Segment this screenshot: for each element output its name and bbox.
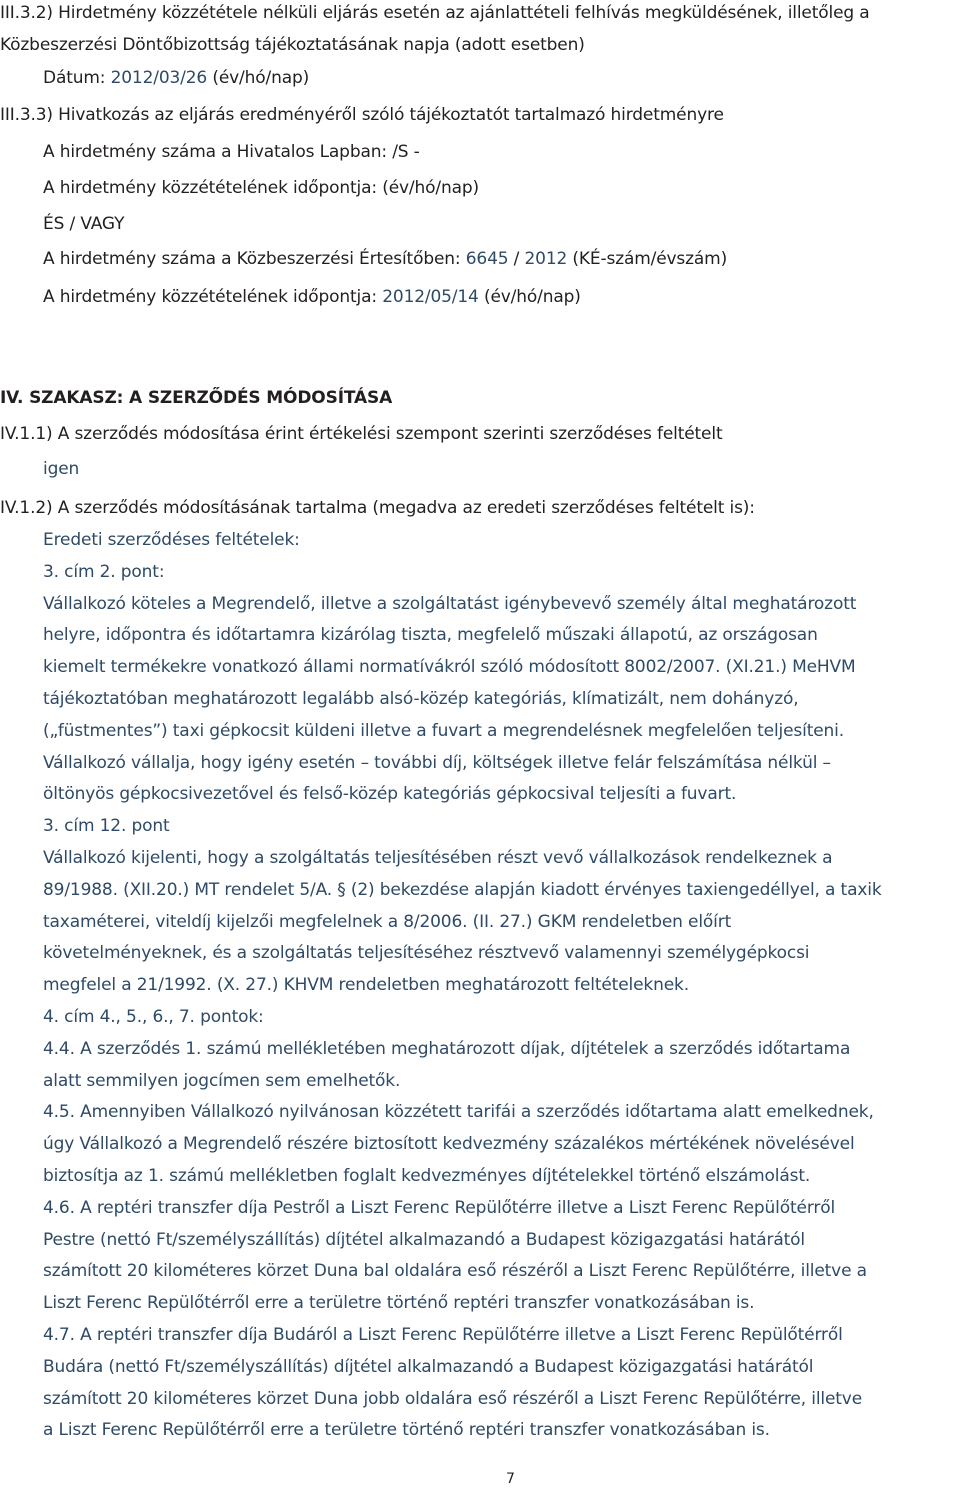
content-line: 4.5. Amennyiben Vállalkozó nyilvánosan közzétett tarifái a szerződés időtartama alatt emelkednek, bbox=[43, 1102, 874, 1122]
publication-date-label: A hirdetmény közzétételének időpontja: bbox=[43, 287, 383, 307]
content-line: („füstmentes”) taxi gépkocsit küldeni illetve a fuvart a megrendelésnek megfelelően teljesíteni. bbox=[43, 721, 844, 741]
content-line: biztosítja az 1. számú mellékletben foglalt kedvezményes díjtételekkel történő elszámolást. bbox=[43, 1166, 811, 1186]
content-line: tájékoztatóban meghatározott legalább alsó-közép kategóriás, klímatizált, nem dohányzó, bbox=[43, 689, 799, 709]
content-line: alatt semmilyen jogcímen sem emelhetők. bbox=[43, 1071, 401, 1091]
ke-number-label: A hirdetmény száma a Közbeszerzési Értesítőben: bbox=[43, 249, 466, 269]
section-4-title: IV. SZAKASZ: A SZERZŐDÉS MÓDOSÍTÁSA bbox=[0, 388, 393, 408]
ke-publication-date-line bbox=[43, 286, 581, 308]
official-journal-number-line: A hirdetmény száma a Hivatalos Lapban: /S - bbox=[43, 142, 420, 162]
content-line: számított 20 kilométeres körzet Duna bal oldalára eső részéről a Liszt Ferenc Repülőtérre, illetve a bbox=[43, 1261, 867, 1281]
content-line: követelményeknek, és a szolgáltatás teljesítéséhez résztvevő valamennyi személygépkocsi bbox=[43, 943, 810, 963]
section-3-3-3-heading: III.3.3) Hivatkozás az eljárás eredményéről szóló tájékoztatót tartalmazó hirdetményre bbox=[0, 105, 724, 125]
content-line: 3. cím 12. pont bbox=[43, 816, 170, 836]
content-line: kiemelt termékekre vonatkozó állami normatívákról szóló módosított 8002/2007. (XI.21.) MeHVM bbox=[43, 657, 856, 677]
section-3-3-2-heading-line2: Közbeszerzési Döntőbizottság tájékoztatásának napja (adott esetben) bbox=[0, 35, 585, 55]
content-line: helyre, időpontra és időtartamra kizárólag tiszta, megfelelő műszaki állapotú, az országosan bbox=[43, 625, 818, 645]
section-4-1-2-question: IV.1.2) A szerződés módosításának tartalma (megadva az eredeti szerződéses feltételt is): bbox=[0, 498, 755, 518]
content-line: úgy Vállalkozó a Megrendelő részére biztosított kedvezmény százalékos mértékének növelésével bbox=[43, 1134, 855, 1154]
content-line: Eredeti szerződéses feltételek: bbox=[43, 530, 300, 550]
content-line: megfelel a 21/1992. (X. 27.) KHVM rendeletben meghatározott feltételeknek. bbox=[43, 975, 689, 995]
page-number: 7 bbox=[506, 1471, 515, 1487]
content-line: a Liszt Ferenc Repülőtérről erre a területre történő reptéri transzfer vonatkozásában is. bbox=[43, 1420, 770, 1440]
content-line: 3. cím 2. pont: bbox=[43, 562, 165, 582]
date-format: (év/hó/nap) bbox=[207, 68, 310, 88]
content-line: öltönyös gépkocsivezetővel és felső-közép kategóriás gépkocsival teljesíti a fuvart. bbox=[43, 784, 737, 804]
date-line bbox=[43, 67, 309, 89]
publication-date-value: 2012/05/14 bbox=[382, 287, 479, 307]
ke-format: (KÉ-szám/évszám) bbox=[567, 249, 728, 269]
ke-year-value: 2012 bbox=[524, 249, 568, 269]
content-line: 4. cím 4., 5., 6., 7. pontok: bbox=[43, 1007, 264, 1027]
content-line: 4.6. A reptéri transzfer díja Pestről a Liszt Ferenc Repülőtérre illetve a Liszt Ferenc Repülőtérről bbox=[43, 1198, 836, 1218]
content-line: 89/1988. (XII.20.) MT rendelet 5/A. § (2) bekezdése alapján kiadott érvényes taxiengedéllyel, a taxik bbox=[43, 880, 882, 900]
ke-number-value: 6645 bbox=[465, 249, 509, 269]
content-line: Budára (nettó Ft/személyszállítás) díjtétel alkalmazandó a Budapest közigazgatási határától bbox=[43, 1357, 814, 1377]
content-line: Vállalkozó köteles a Megrendelő, illetve a szolgáltatást igénybevevő személy által meghatározott bbox=[43, 594, 857, 614]
ke-number-line bbox=[43, 248, 727, 270]
date-label: Dátum: bbox=[43, 68, 111, 88]
content-line: számított 20 kilométeres körzet Duna jobb oldalára eső részéről a Liszt Ferenc Repülőtérre, illetve bbox=[43, 1389, 863, 1409]
content-line: Pestre (nettó Ft/személyszállítás) díjtétel alkalmazandó a Budapest közigazgatási határától bbox=[43, 1230, 805, 1250]
content-line: 4.7. A reptéri transzfer díja Budáról a Liszt Ferenc Repülőtérre illetve a Liszt Ferenc Repülőtérről bbox=[43, 1325, 843, 1345]
section-4-1-1-question: IV.1.1) A szerződés módosítása érint értékelési szempont szerinti szerződéses feltételt bbox=[0, 424, 723, 444]
ke-separator: / bbox=[508, 249, 525, 269]
section-3-3-2-heading-line1: III.3.2) Hirdetmény közzététele nélküli eljárás esetén az ajánlattételi felhívás megküldésének, illetőleg a bbox=[0, 3, 870, 23]
content-line: Vállalkozó kijelenti, hogy a szolgáltatás teljesítésében részt vevő vállalkozások rendelkeznek a bbox=[43, 848, 833, 868]
publication-date-format: (év/hó/nap) bbox=[478, 287, 581, 307]
date-value: 2012/03/26 bbox=[110, 68, 208, 88]
content-line: taxaméterei, viteldíj kijelzői megfelelnek a 8/2006. (II. 27.) GKM rendeletben előírt bbox=[43, 912, 732, 932]
content-line: 4.4. A szerződés 1. számú mellékletében meghatározott díjak, díjtételek a szerződés időtartama bbox=[43, 1039, 851, 1059]
and-or-line: ÉS / VAGY bbox=[43, 214, 125, 234]
content-line: Liszt Ferenc Repülőtérről erre a területre történő reptéri transzfer vonatkozásában is. bbox=[43, 1293, 755, 1313]
section-4-1-1-answer: igen bbox=[43, 459, 80, 479]
content-line: Vállalkozó vállalja, hogy igény esetén – további díj, költségek illetve felár felszámítása nélkül – bbox=[43, 753, 831, 773]
publication-date-blank-line: A hirdetmény közzétételének időpontja: (év/hó/nap) bbox=[43, 178, 479, 198]
